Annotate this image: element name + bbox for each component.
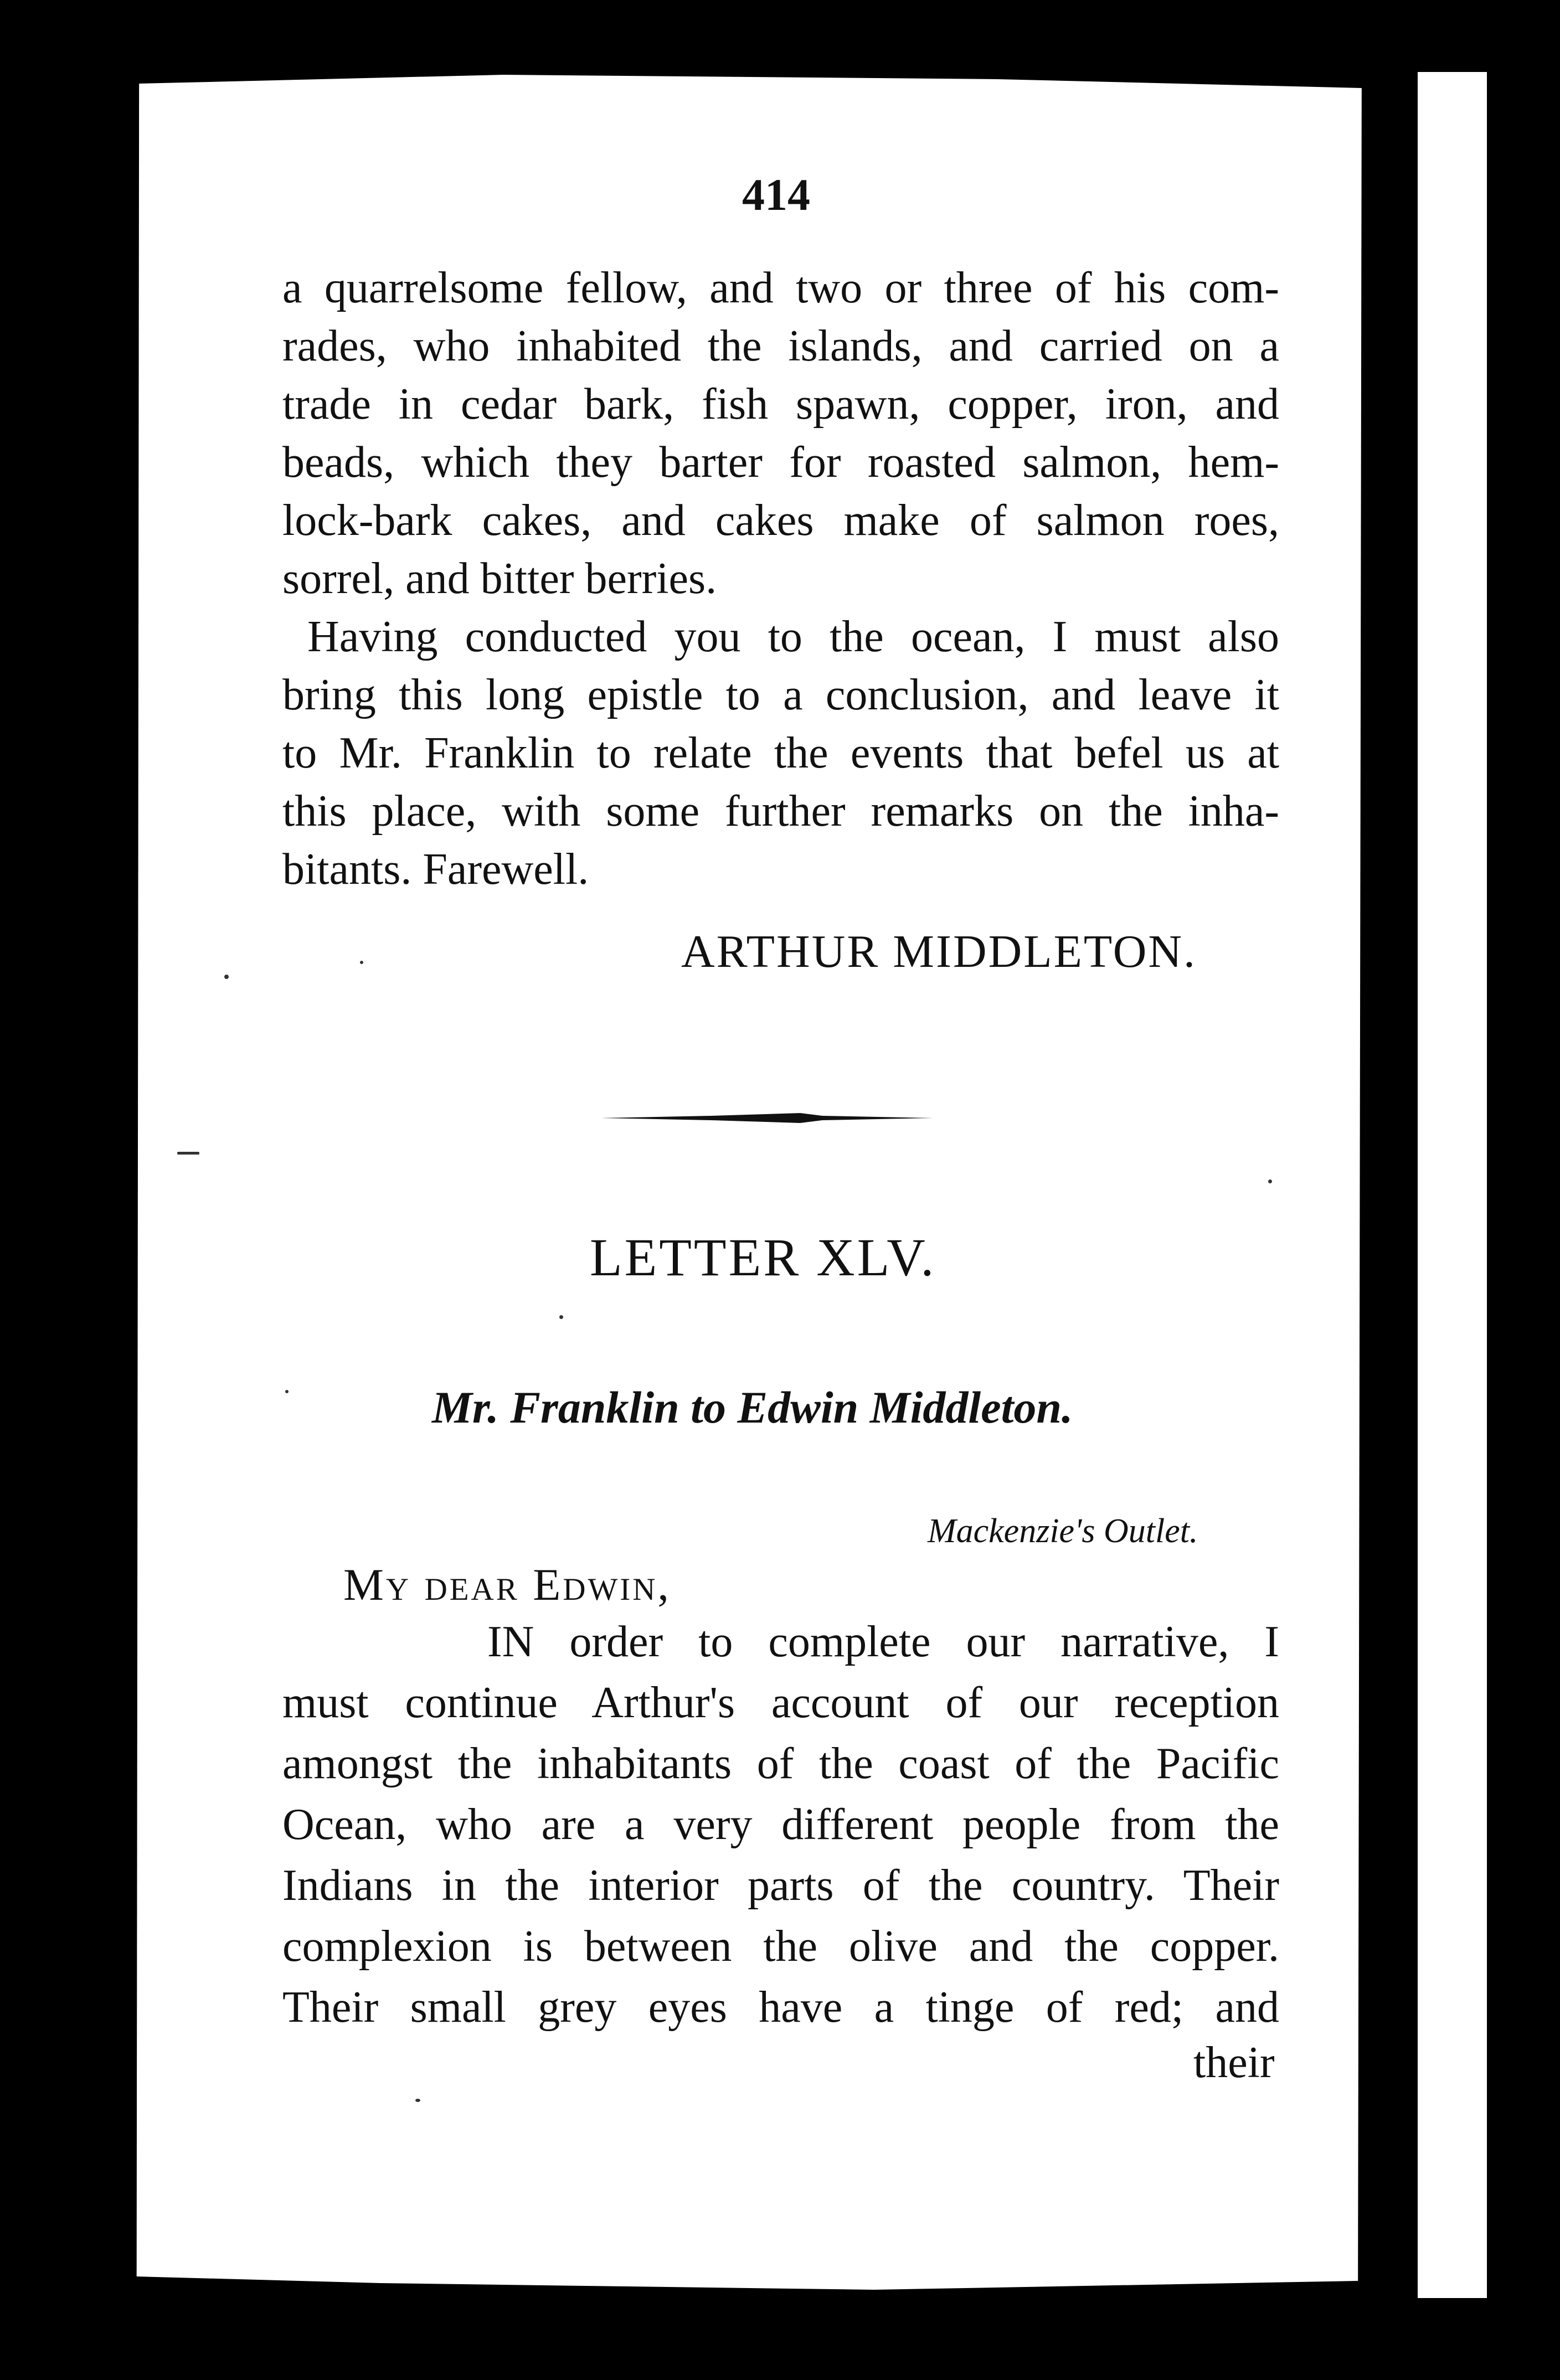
letter-heading: LETTER XLV.: [590, 1228, 936, 1287]
text-line: a quarrelsome fellow, and two or three of his com-: [282, 264, 1279, 312]
text-line: bring this long epistle to a conclusion, and leave it: [282, 671, 1279, 719]
section-divider: [601, 1113, 933, 1123]
adjacent-page-edge: [1418, 72, 1487, 2298]
signature: ARTHUR MIDDLETON.: [681, 926, 1197, 977]
catchword: their: [1193, 2038, 1275, 2087]
text-line: Their small grey eyes have a tinge of red; and: [282, 1983, 1279, 2032]
text-line: amongst the inhabitants of the coast of the Pacific: [282, 1739, 1279, 1788]
text-line: this place, with some further remarks on the inha-: [282, 787, 1279, 836]
text-line: Indians in the interior parts of the country. Their: [282, 1861, 1279, 1910]
print-speck: [224, 975, 229, 979]
text-line: must continue Arthur's account of our reception: [282, 1678, 1279, 1727]
print-speck: [285, 1390, 289, 1393]
text-line: bitants. Farewell.: [282, 845, 589, 894]
text-line: beads, which they barter for roasted salmon, hem-: [282, 438, 1279, 487]
print-speck: [1268, 1179, 1272, 1183]
text-line: Having conducted you to the ocean, I must also: [307, 612, 1279, 661]
text-line: lock-bark cakes, and cakes make of salmon roes,: [282, 496, 1279, 545]
text-line: IN order to complete our narrative, I: [487, 1617, 1279, 1666]
letter-subtitle: Mr. Franklin to Edwin Middleton.: [432, 1382, 1073, 1433]
text-line: trade in cedar bark, fish spawn, copper, iron, and: [282, 380, 1279, 429]
print-speck: [559, 1315, 563, 1319]
text-line: Ocean, who are a very different people from the: [282, 1800, 1279, 1849]
print-speck: [177, 1152, 199, 1155]
text-line: rades, who inhabited the islands, and carried on a: [282, 322, 1279, 370]
text-line: to Mr. Franklin to relate the events that befel us at: [282, 729, 1279, 777]
text-line: sorrel, and bitter berries.: [282, 554, 717, 603]
salutation: My dear Edwin,: [343, 1559, 671, 1610]
place-heading: Mackenzie's Outlet.: [928, 1512, 1198, 1550]
text-line: complexion is between the olive and the copper.: [282, 1922, 1279, 1971]
print-speck: [415, 2099, 420, 2102]
page-number: 414: [742, 169, 810, 220]
print-speck: [360, 961, 363, 964]
